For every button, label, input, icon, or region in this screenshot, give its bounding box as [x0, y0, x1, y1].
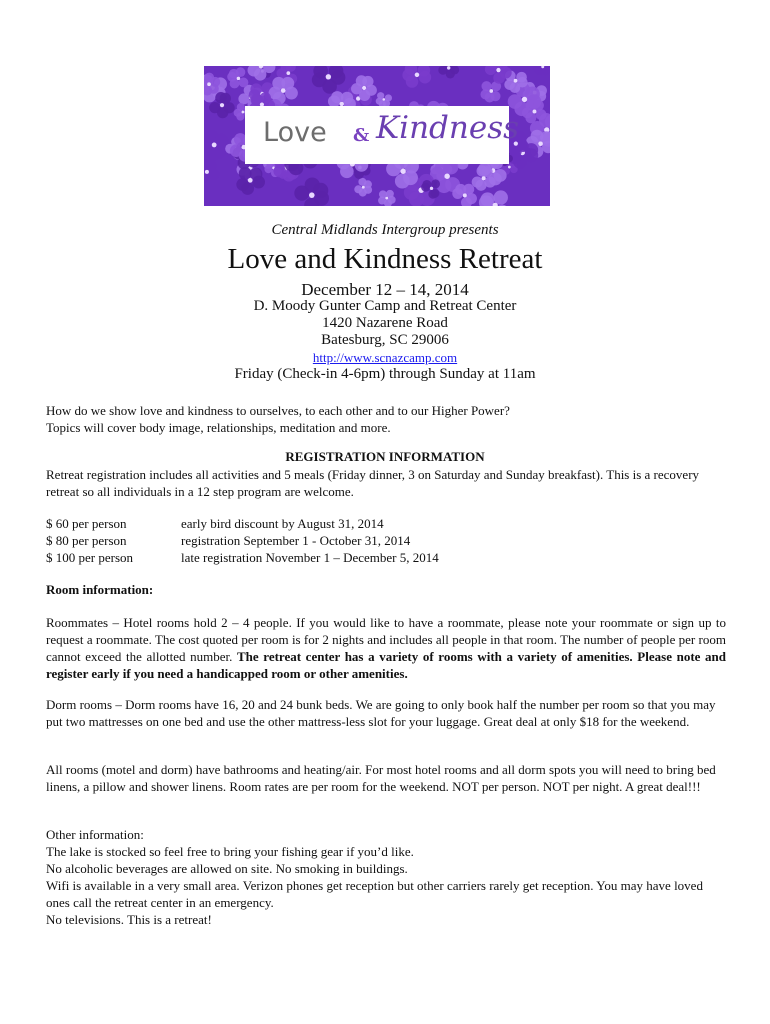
flower	[204, 130, 228, 160]
venue-name: D. Moody Gunter Camp and Retreat Center	[253, 298, 517, 314]
price-description: late registration November 1 – December 5, 2014	[181, 550, 439, 565]
presenter-line: Central Midlands Intergroup presents	[271, 222, 499, 238]
other-heading: Other information:	[46, 827, 144, 842]
event-schedule: Friday (Check-in 4-6pm) through Sunday at 11am	[234, 366, 536, 382]
price-row	[46, 532, 646, 549]
flower	[354, 178, 372, 197]
all-rooms-paragraph: All rooms (motel and dorm) have bathrooms and heating/air. For most hotel rooms and all dorm spots you will need to bring bed linens, a pillow and shower linens. Room rates are per room for the weekend. NOT per person. NOT per night. A great deal!!!	[46, 762, 716, 794]
price-amount: $ 80 per person	[46, 533, 127, 548]
flower	[438, 66, 459, 78]
roommates-paragraph	[46, 614, 726, 682]
flower	[312, 66, 346, 94]
logo	[245, 106, 520, 164]
flower	[248, 66, 276, 81]
price-row	[46, 549, 646, 566]
intro-line: How do we show love and kindness to ourselves, to each other and to our Higher Power?	[46, 403, 510, 418]
price-row	[46, 515, 646, 532]
roommates-note: The retreat center has a variety of rooms with a variety of amenities. Please note and register early if you need a handicapped room or other amenities.	[46, 649, 726, 681]
other-line: The lake is stocked so feel free to bring your fishing gear if you’d like.	[46, 844, 414, 859]
roommates-text: Roommates – Hotel rooms hold 2 – 4 people. If you would like to have a roommate, please note your roommate or sign up to request a roommate. The cost quoted per room is for 2 nights and includes all people in that room. The number of people per room cannot exceed the allotted number.	[46, 615, 726, 664]
flower	[378, 190, 396, 206]
other-line: Wifi is available in a very small area. Verizon phones get reception but other carriers rarely get reception. You may have loved ones call the retreat center in an emergency.	[46, 878, 703, 910]
venue-street: 1420 Nazarene Road	[322, 315, 448, 331]
flower	[236, 167, 265, 195]
price-description: registration September 1 - October 31, 2014	[181, 533, 411, 548]
intro-line: Topics will cover body image, relationships, meditation and more.	[46, 420, 391, 435]
flower	[294, 177, 329, 206]
logo-love-text: Love	[263, 117, 327, 148]
other-information	[46, 826, 726, 928]
venue-link-text[interactable]: http://www.scnazcamp.com	[312, 350, 458, 365]
flower	[227, 67, 248, 88]
price-description: early bird discount by August 31, 2014	[181, 516, 384, 531]
flower	[472, 165, 496, 190]
flower	[402, 66, 431, 88]
room-info-heading: Room information:	[46, 582, 154, 597]
venue-link[interactable]	[0, 350, 770, 366]
registration-text: Retreat registration includes all activities and 5 meals (Friday dinner, 3 on Saturday and Sunday breakfast). This is a recovery retreat so all individuals in a 12 step program are welcome.	[46, 467, 700, 499]
other-line: No televisions. This is a retreat!	[46, 912, 212, 927]
price-list	[46, 515, 646, 566]
banner-image	[204, 66, 550, 206]
price-amount: $ 60 per person	[46, 516, 127, 531]
flower	[480, 81, 501, 102]
logo-kindness-text: Kindness	[376, 110, 520, 146]
page-title: Love and Kindness Retreat	[227, 243, 543, 275]
flower	[534, 66, 550, 75]
flower	[452, 184, 477, 206]
other-line: No alcoholic beverages are allowed on site. No smoking in buildings.	[46, 861, 408, 876]
registration-heading: REGISTRATION INFORMATION	[285, 449, 485, 464]
venue-address	[0, 298, 770, 349]
venue-city: Batesburg, SC 29006	[321, 332, 449, 348]
dorm-paragraph: Dorm rooms – Dorm rooms have 16, 20 and 24 bunk beds. We are going to only book half the number per room so that you may put two mattresses on one bed and use the other mattress-less slot for your luggage. Great deal at only $18 for the weekend.	[46, 697, 716, 729]
price-amount: $ 100 per person	[46, 550, 134, 565]
flower	[204, 159, 219, 183]
event-dates: December 12 – 14, 2014	[301, 280, 469, 299]
logo-ampersand: &	[353, 125, 370, 146]
intro-paragraph	[46, 402, 726, 436]
flower	[479, 190, 509, 206]
